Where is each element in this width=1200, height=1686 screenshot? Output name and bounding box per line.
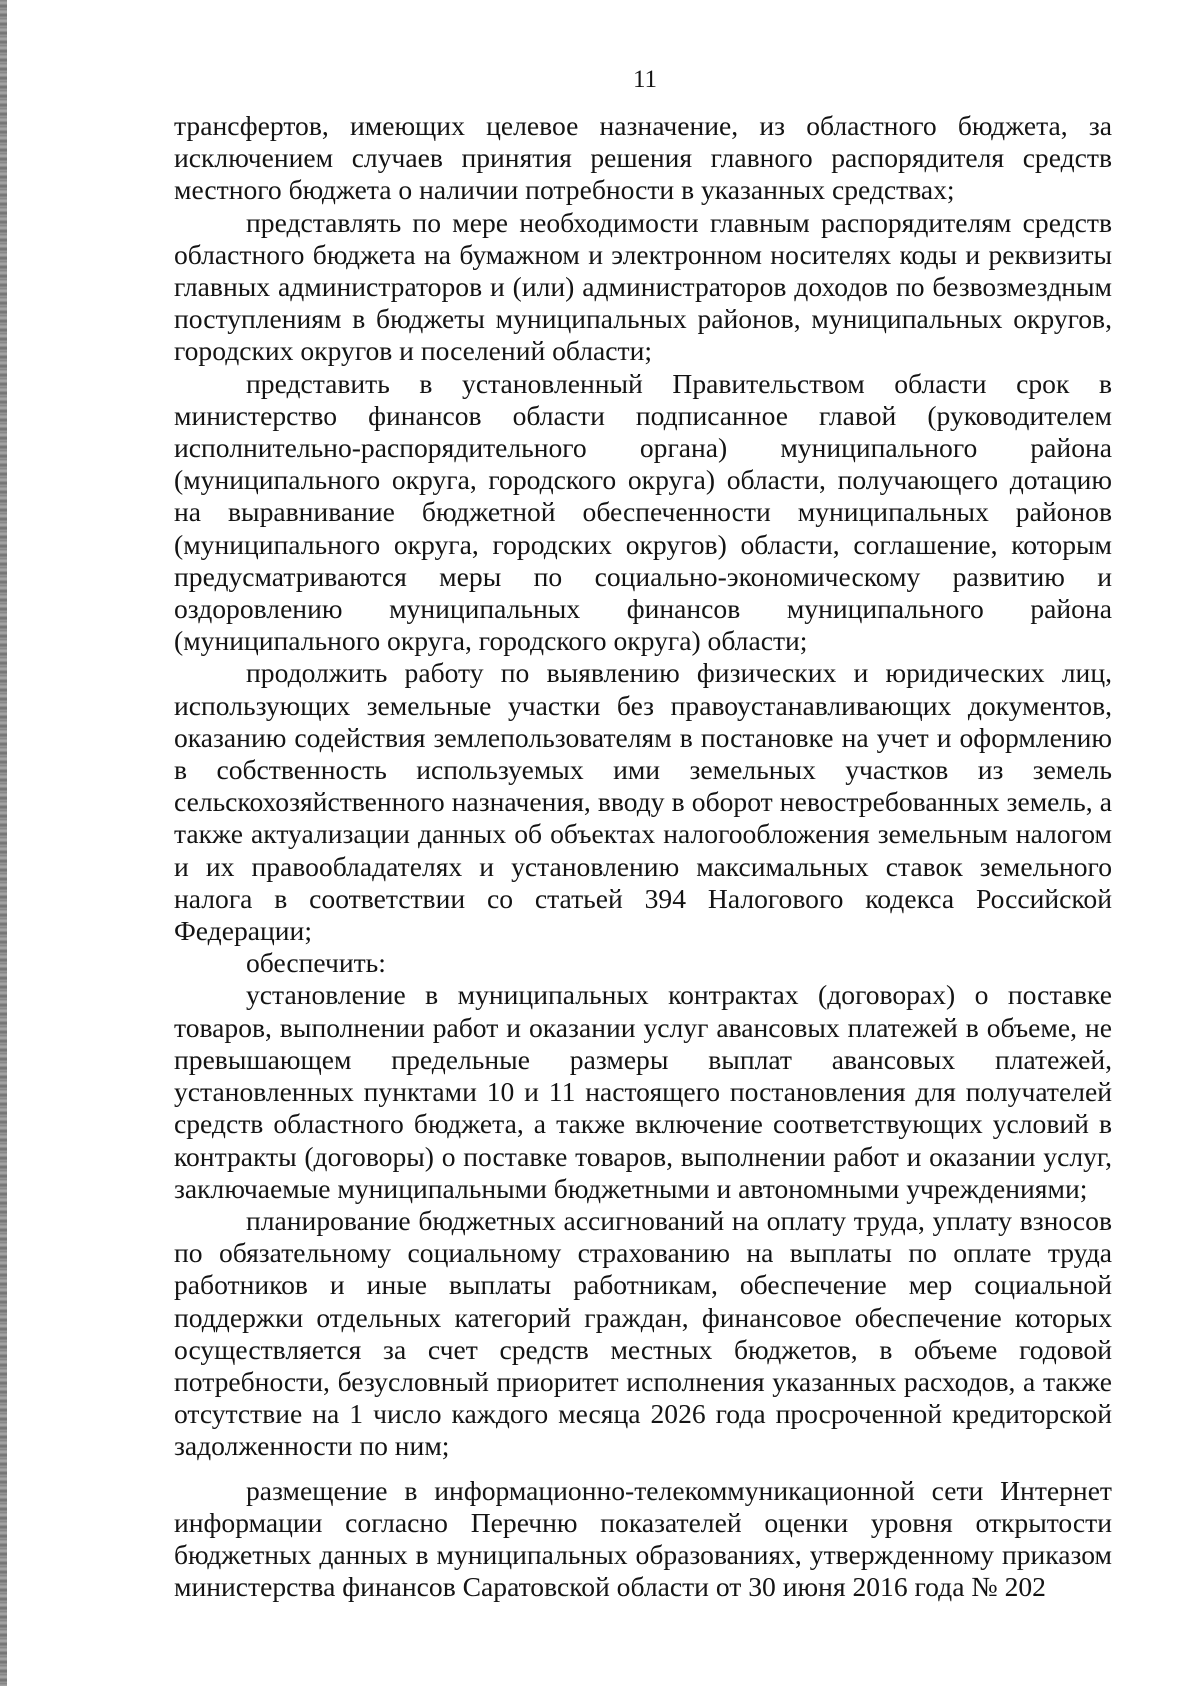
page-number: 11	[632, 66, 658, 93]
document-body	[174, 110, 1112, 1603]
paragraph-agreement: представить в установленный Правительством области срок в министерство финансов области подписанное главой (руководителем исполнительно-распорядительного органа) муниципального района (муниципального округа, городского округа) области, получающего дотацию на выравнивание бюджетной обеспеченности муниципальных районов (муниципального округа, городских округов) области, соглашение, которым предусматриваются меры по социально-экономическому развитию и оздоровлению муниципальных финансов муниципального района (муниципального округа, городского округа) области;	[174, 367, 1112, 657]
paragraph-internet-publication: размещение в информационно-телекоммуникационной сети Интернет информации согласно Перечню показателей оценки уровня открытости бюджетных данных в муниципальных образованиях, утвержденному приказом министерства финансов Саратовской области от 30 июня 2016 года № 202	[174, 1474, 1112, 1603]
paragraph-transfers: трансфертов, имеющих целевое назначение, из областного бюджета, за исключением случаев принятия решения главного распорядителя средств местного бюджета о наличии потребности в указанных средствах;	[174, 110, 1112, 206]
paragraph-payroll-planning: планирование бюджетных ассигнований на оплату труда, уплату взносов по обязательному социальному страхованию на выплаты по оплате труда работников и иные выплаты работникам, обеспечение мер социальной поддержки отдельных категорий граждан, финансовое обеспечение которых осуществляется за счет средств местных бюджетов, в объеме годовой потребности, безусловный приоритет исполнения указанных расходов, а также отсутствие на 1 число каждого месяца 2026 года просроченной кредиторской задолженности по ним;	[174, 1204, 1112, 1462]
paragraph-ensure-heading: обеспечить:	[246, 947, 386, 979]
paragraph-advance-payments: установление в муниципальных контрактах (договорах) о поставке товаров, выполнении работ и оказании услуг авансовых платежей в объеме, не превышающем предельные размеры выплат авансовых платежей, установленных пунктами 10 и 11 настоящего постановления для получателей средств областного бюджета, а также включение соответствующих условий в контракты (договоры) о поставке товаров, выполнении работ и оказании услуг, заключаемые муниципальными бюджетными и автономными учреждениями;	[174, 979, 1112, 1204]
paragraph-present-codes: представлять по мере необходимости главным распорядителям средств областного бюджета на бумажном и электронном носителях коды и реквизиты главных администраторов и (или) администраторов доходов по безвозмездным поступлениям в бюджеты муниципальных районов, муниципальных округов, городских округов и поселений области;	[174, 206, 1112, 367]
scan-edge-shadow	[0, 0, 7, 1686]
paragraph-land-use: продолжить работу по выявлению физических и юридических лиц, использующих земельные участки без правоустанавливающих документов, оказанию содействия землепользователям в постановке на учет и оформлению в собственность используемых ими земельных участков из земель сельскохозяйственного назначения, вводу в оборот невостребованных земель, а также актуализации данных об объектах налогообложения земельным налогом и их правообладателях и установлению максимальных ставок земельного налога в соответствии со статьей 394 Налогового кодекса Российской Федерации;	[174, 657, 1112, 947]
